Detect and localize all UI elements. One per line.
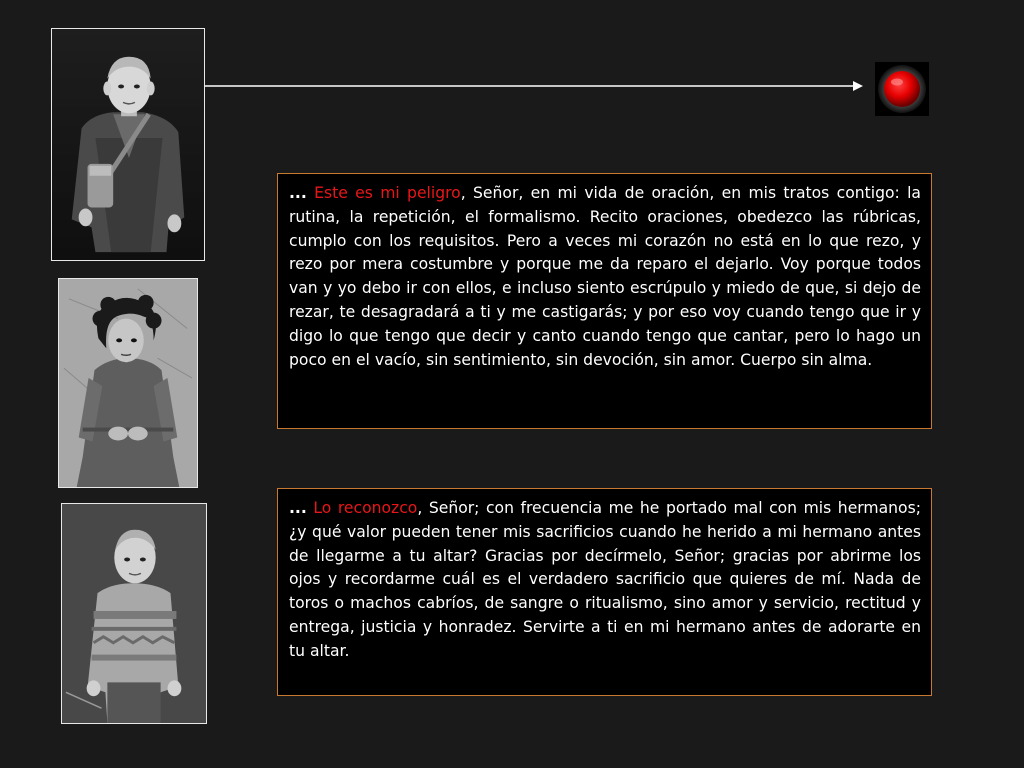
- child-photo-icon: [52, 29, 204, 260]
- photo-boy-sweater: [61, 503, 207, 724]
- photo-boy-standing: [51, 28, 205, 261]
- reflection-text: , Señor, en mi vida de oración, en mis tratos contigo: la rutina, la repetición, el formalismo. Recito oraciones, obedezco las rúbricas, cumplo con los requisitos. Pero a veces mi corazón no está en lo que rezo, y rezo por mera costumbre y porque me da reparo el dejarlo. Voy porque todos van y yo debo ir con ellos, e incluso siento escrúpulo y miedo de que, si dejo de rezar, te desagradará a ti y me castigarás; y por eso voy cuando tengo que ir y digo lo que tengo que decir y canto cuando tengo que cantar, pero lo hago un poco en el vacío, sin sentimiento, sin devoción, sin amor. Cuerpo sin alma.: [289, 184, 921, 369]
- ellipsis: ...: [289, 184, 307, 202]
- red-record-button-icon: [875, 62, 929, 116]
- highlight-phrase: Este es mi peligro: [314, 184, 461, 202]
- reflection-box-2: [277, 488, 932, 696]
- child-photo-icon: [62, 504, 206, 723]
- child-photo-icon: [59, 279, 197, 487]
- ellipsis: ...: [289, 499, 307, 517]
- photo-girl-curly-hair: [58, 278, 198, 488]
- reflection-text: , Señor; con frecuencia me he portado mal con mis hermanos; ¿y qué valor pueden tener mis sacrificios cuando he herido a mi hermano antes de llegarme a tu altar? Gracias por decírmelo, Señor; gracias por abrirme los ojos y recordarme cuál es el verdadero sacrificio que quieres de mí. Nada de toros o machos cabríos, de sangre o ritualismo, sino amor y servicio, rectitud y entrega, justicia y honradez. Servirte a ti en mi hermano antes de adorarte en tu altar.: [289, 499, 921, 660]
- highlight-phrase: Lo reconozco: [313, 499, 418, 517]
- red-record-button[interactable]: [875, 62, 929, 116]
- reflection-box-1: [277, 173, 932, 429]
- connector-arrow: [205, 78, 865, 94]
